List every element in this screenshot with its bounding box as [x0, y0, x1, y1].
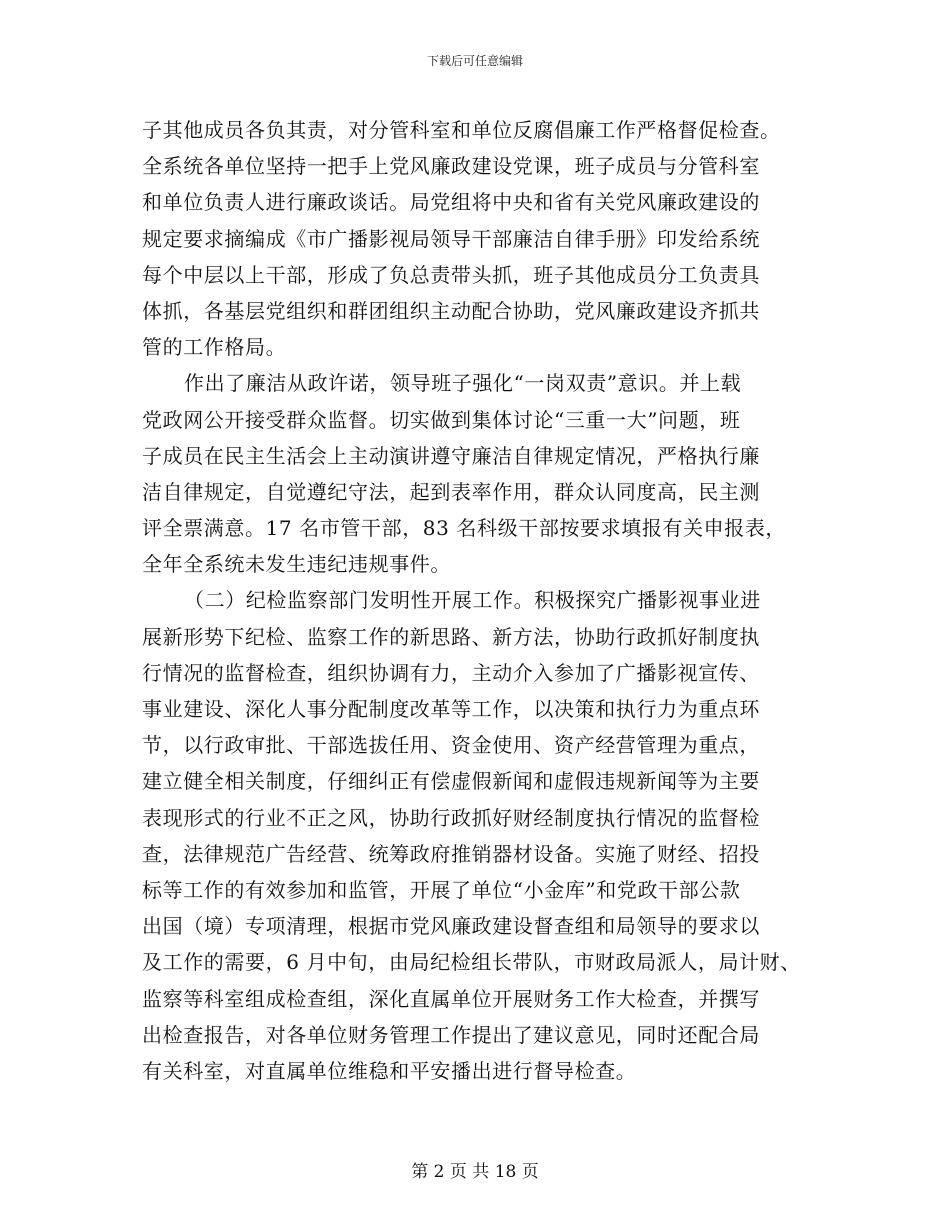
text-line: 表现形式的行业不正之风，协助行政抓好财经制度执行情况的监督检: [142, 805, 760, 830]
text-line: 有关科室，对直属单位维稳和平安播出进行督导检查。: [142, 1058, 637, 1083]
text-line: 节，以行政审批、干部选拔任用、资金使用、资产经营管理为重点，: [142, 733, 760, 758]
paragraph-first-line: 作出了廉洁从政许诺，领导班子强化“一岗双责”意识。并上载: [184, 371, 742, 396]
text-line: 建立健全相关制度，仔细纠正有偿虚假新闻和虚假违规新闻等为主要: [142, 769, 760, 794]
text-line: 评全票满意。17 名市管干部，83 名科级干部按要求填报有关申报表，: [142, 516, 787, 541]
paragraph-first-line: （二）纪检监察部门发明性开展工作。积极探究广播影视事业进: [184, 588, 761, 613]
text-line: 事业建设、深化人事分配制度改革等工作，以决策和执行力为重点环: [142, 697, 760, 721]
text-line: 行情况的监督检查，组织协调有力，主动介入参加了广播影视宣传、: [142, 660, 760, 685]
document-body: [142, 112, 832, 1089]
text-line: 党政网公开接受群众监督。切实做到集体讨论“三重一大”问题，班: [142, 407, 741, 432]
text-line: 展新形势下纪检、监察工作的新思路、新方法，协助行政抓好制度执: [142, 624, 760, 649]
page-number-footer: 第 2 页 共 18 页: [411, 1162, 539, 1182]
page-header: 下载后可任意编辑: [426, 54, 523, 68]
text-line: 子成员在民主生活会上主动演讲遵守廉洁自律规定情况，严格执行廉: [142, 443, 760, 468]
text-line: 出国（境）专项清理，根据市党风廉政建设督查组和局领导的要求以: [142, 914, 760, 939]
text-line: 监察等科室组成检查组，深化直属单位开展财务工作大检查，并撰写: [142, 986, 760, 1011]
text-line: 每个中层以上干部，形成了负总责带头抓，班子其他成员分工负责具: [142, 262, 760, 287]
text-line: 和单位负责人进行廉政谈话。局党组将中央和省有关党风廉政建设的: [142, 190, 760, 215]
text-line: 体抓，各基层党组织和群团组织主动配合协助，党风廉政建设齐抓共: [142, 298, 760, 323]
text-line: 洁自律规定，自觉遵纪守法，起到表率作用，群众认同度高，民主测: [142, 479, 760, 504]
text-line: 查，法律规范广告经营、统筹政府推销器材设备。实施了财经、招投: [142, 841, 760, 866]
text-line: 及工作的需要，6 月中旬，由局纪检组长带队，市财政局派人，局计财、: [142, 950, 801, 975]
text-line: 标等工作的有效参加和监管，开展了单位“小金库”和党政干部公款: [142, 877, 741, 902]
text-line: 出检查报告，对各单位财务管理工作提出了建议意见，同时还配合局: [142, 1022, 760, 1047]
text-line: 子其他成员各负其责，对分管科室和单位反腐倡廉工作严格督促检查。: [142, 118, 781, 142]
text-line: 规定要求摘编成《市广播影视局领导干部廉洁自律手册》印发给系统: [142, 226, 760, 251]
text-line: 全系统各单位坚持一把手上党风廉政建设党课，班子成员与分管科室: [142, 154, 760, 179]
text-line: 全年全系统未发生违纪违规事件。: [142, 552, 451, 577]
text-line: 管的工作格局。: [142, 335, 287, 360]
